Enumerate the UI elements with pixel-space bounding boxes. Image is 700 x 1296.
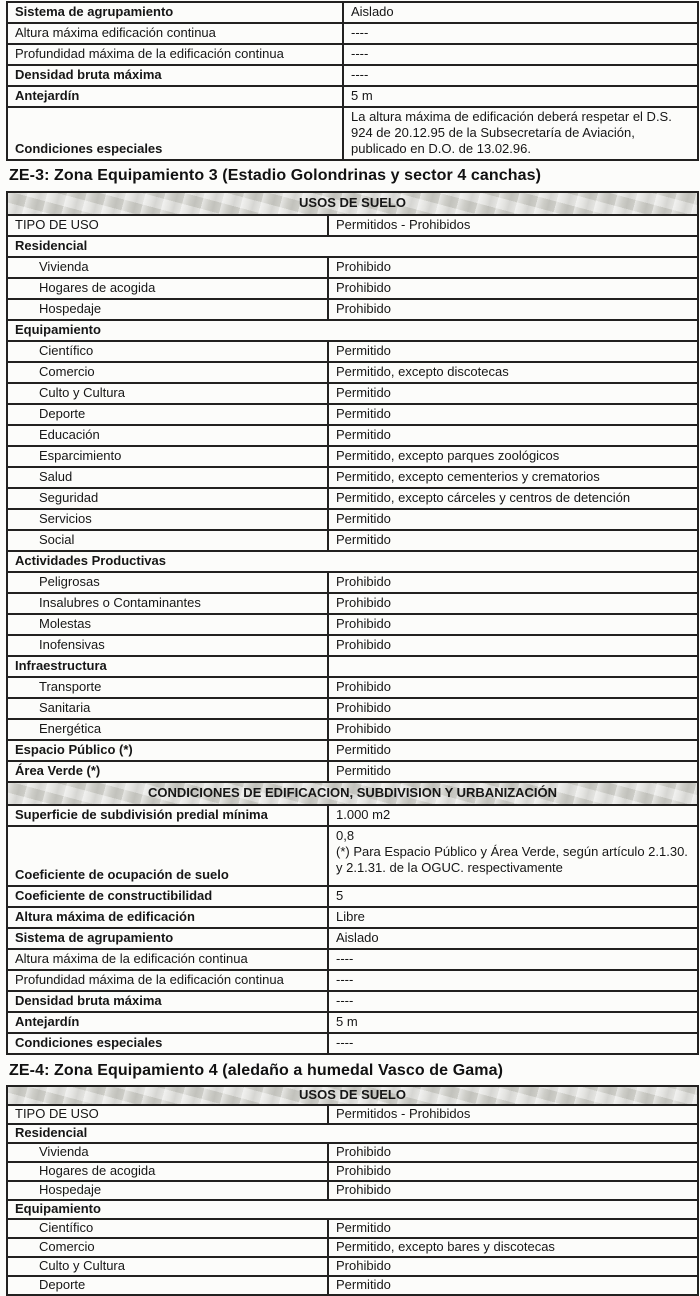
table-row [7,215,698,236]
value-cell: Prohibido [328,278,698,299]
label-cell: Molestas [7,614,328,635]
table-row [7,886,698,907]
label-cell: Altura máxima de edificación [7,907,328,928]
table-row [7,761,698,782]
value-cell: ---- [328,949,698,970]
value-cell: Permitido [328,740,698,761]
continuation-conditions-table [6,1,699,161]
value-cell: Permitido [328,404,698,425]
value-cell: ---- [343,23,698,44]
table-row [7,928,698,949]
value-cell [328,656,698,677]
ze3-land-use-table [6,191,699,1055]
value-cell: Permitido, excepto discotecas [328,362,698,383]
label-cell: Insalubres o Contaminantes [7,593,328,614]
table-row [7,107,698,160]
value-cell: ---- [328,970,698,991]
value-cell: 0,8 (*) Para Espacio Público y Área Verde, según artículo 2.1.30. y 2.1.31. de la OGUC. respectivamente [328,826,698,886]
label-cell: Vivienda [7,1143,328,1162]
table-row [7,467,698,488]
category-cell: Residencial [7,1124,698,1143]
table-row [7,740,698,761]
label-cell: Vivienda [7,257,328,278]
table-row [7,341,698,362]
label-cell: Infraestructura [7,656,328,677]
label-cell: Hogares de acogida [7,1162,328,1181]
table-row [7,65,698,86]
category-cell: Actividades Productivas [7,551,698,572]
label-cell: Sistema de agrupamiento [7,928,328,949]
table-row [7,635,698,656]
label-cell: Coeficiente de constructibilidad [7,886,328,907]
label-cell: Comercio [7,362,328,383]
table-row [7,698,698,719]
table-row [7,383,698,404]
table-row [7,1105,698,1124]
label-cell: Esparcimiento [7,446,328,467]
value-cell: Permitido [328,341,698,362]
table-row [7,907,698,928]
table-row [7,320,698,341]
label-cell: Salud [7,467,328,488]
table-row [7,1086,698,1105]
label-cell: Culto y Cultura [7,1257,328,1276]
value-cell: 5 [328,886,698,907]
value-cell: Permitidos - Prohibidos [328,1105,698,1124]
label-cell: Servicios [7,509,328,530]
label-cell: Superficie de subdivisión predial mínima [7,805,328,826]
table-row [7,192,698,215]
table-row [7,1033,698,1054]
value-cell: Prohibido [328,257,698,278]
table-row [7,86,698,107]
value-cell: Aislado [343,2,698,23]
table-row [7,593,698,614]
label-cell: Densidad bruta máxima [7,991,328,1012]
table-row [7,1162,698,1181]
table-row [7,278,698,299]
table-row [7,1181,698,1200]
value-cell: Prohibido [328,614,698,635]
table-row [7,826,698,886]
table-row [7,44,698,65]
table-row [7,257,698,278]
table-row [7,719,698,740]
table-row [7,782,698,805]
table-row [7,425,698,446]
table-row [7,530,698,551]
value-cell: ---- [328,991,698,1012]
table-row [7,488,698,509]
table-row [7,362,698,383]
table-row [7,1012,698,1033]
value-cell: ---- [343,44,698,65]
ze4-land-use-table [6,1085,699,1296]
value-cell: Permitidos - Prohibidos [328,215,698,236]
table-row [7,236,698,257]
table-row [7,1257,698,1276]
label-cell: Deporte [7,1276,328,1295]
label-cell: Profundidad máxima de la edificación continua [7,970,328,991]
value-cell: ---- [328,1033,698,1054]
label-cell: Sanitaria [7,698,328,719]
label-cell: Antejardín [7,1012,328,1033]
label-cell: Deporte [7,404,328,425]
value-cell: Prohibido [328,1257,698,1276]
table-row [7,1276,698,1295]
table-row [7,509,698,530]
label-cell: Área Verde (*) [7,761,328,782]
table-section-header: USOS DE SUELO [7,192,698,215]
label-cell: Hospedaje [7,299,328,320]
value-cell: Permitido [328,1276,698,1295]
table-row [7,1200,698,1219]
value-cell: ---- [343,65,698,86]
table-row [7,1238,698,1257]
label-cell: Culto y Cultura [7,383,328,404]
table-row [7,656,698,677]
table-section-header: USOS DE SUELO [7,1086,698,1105]
category-cell: Equipamiento [7,1200,698,1219]
label-cell: Hogares de acogida [7,278,328,299]
label-cell: Científico [7,1219,328,1238]
value-cell: Permitido [328,530,698,551]
table-row [7,970,698,991]
table-row [7,551,698,572]
label-cell: Seguridad [7,488,328,509]
table-row [7,1124,698,1143]
table-row [7,23,698,44]
label-cell: TIPO DE USO [7,215,328,236]
table-section-header: CONDICIONES DE EDIFICACION, SUBDIVISION Y URBANIZACIÓN [7,782,698,805]
value-cell: La altura máxima de edificación deberá respetar el D.S. 924 de 20.12.95 de la Subsecretaría de Aviación, publicado en D.O. de 13.02.96. [343,107,698,160]
label-cell: Condiciones especiales [7,1033,328,1054]
label-cell: Condiciones especiales [7,107,343,160]
value-cell: Prohibido [328,299,698,320]
value-cell: Permitido [328,425,698,446]
label-cell: Energética [7,719,328,740]
value-cell: Prohibido [328,593,698,614]
label-cell: Comercio [7,1238,328,1257]
table-row [7,805,698,826]
label-cell: Antejardín [7,86,343,107]
category-cell: Residencial [7,236,698,257]
value-cell: Libre [328,907,698,928]
table-row [7,614,698,635]
value-cell: Permitido, excepto cementerios y crematorios [328,467,698,488]
value-cell: 1.000 m2 [328,805,698,826]
value-cell: Prohibido [328,677,698,698]
label-cell: Espacio Público (*) [7,740,328,761]
value-cell: Permitido, excepto cárceles y centros de detención [328,488,698,509]
value-cell: Permitido [328,383,698,404]
value-cell: Aislado [328,928,698,949]
label-cell: Inofensivas [7,635,328,656]
table-row [7,1143,698,1162]
table-row [7,949,698,970]
label-cell: Científico [7,341,328,362]
value-cell: Prohibido [328,719,698,740]
table-row [7,1219,698,1238]
label-cell: Altura máxima de la edificación continua [7,949,328,970]
table-row [7,299,698,320]
table-row [7,2,698,23]
label-cell: Altura máxima edificación continua [7,23,343,44]
value-cell: Prohibido [328,1162,698,1181]
zone-ze4-heading: ZE-4: Zona Equipamiento 4 (aledaño a humedal Vasco de Gama) [9,1062,504,1079]
label-cell: Transporte [7,677,328,698]
value-cell: Permitido, excepto bares y discotecas [328,1238,698,1257]
label-cell: Social [7,530,328,551]
category-cell: Equipamiento [7,320,698,341]
table-row [7,991,698,1012]
label-cell: Peligrosas [7,572,328,593]
label-cell: Densidad bruta máxima [7,65,343,86]
zone-ze3-heading: ZE-3: Zona Equipamiento 3 (Estadio Golondrinas y sector 4 canchas) [9,167,542,184]
value-cell: 5 m [328,1012,698,1033]
label-cell: Educación [7,425,328,446]
label-cell: Sistema de agrupamiento [7,2,343,23]
value-cell: 5 m [343,86,698,107]
table-row [7,446,698,467]
value-cell: Prohibido [328,635,698,656]
label-cell: Coeficiente de ocupación de suelo [7,826,328,886]
table-row [7,677,698,698]
table-row [7,572,698,593]
value-cell: Permitido [328,761,698,782]
value-cell: Prohibido [328,1181,698,1200]
value-cell: Prohibido [328,1143,698,1162]
label-cell: TIPO DE USO [7,1105,328,1124]
table-row [7,404,698,425]
value-cell: Permitido [328,1219,698,1238]
value-cell: Permitido, excepto parques zoológicos [328,446,698,467]
value-cell: Permitido [328,509,698,530]
value-cell: Prohibido [328,572,698,593]
value-cell: Prohibido [328,698,698,719]
label-cell: Profundidad máxima de la edificación continua [7,44,343,65]
label-cell: Hospedaje [7,1181,328,1200]
